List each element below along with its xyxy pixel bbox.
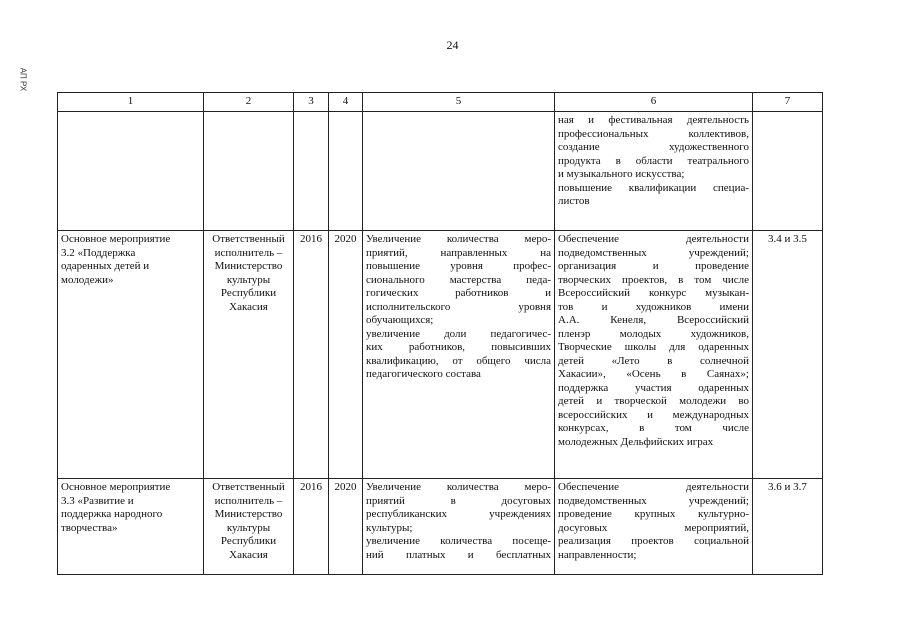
text-line: молодежных Дельфийских играх [558, 435, 714, 448]
text-line: организация и проведение [558, 260, 749, 272]
text-line: творчества» [61, 521, 118, 534]
text-line: листов [558, 195, 590, 207]
table-row [58, 479, 823, 575]
text-line: республиканских учреждениях [366, 508, 551, 520]
header-cell: 7 [753, 93, 823, 112]
text-line: детей и творческой молодежи во [558, 395, 749, 407]
activities-cell [555, 231, 753, 479]
text-line: Ответственный [212, 233, 285, 245]
executor-cell [204, 231, 294, 479]
side-stamp [16, 62, 30, 96]
empty-cell [204, 112, 294, 231]
text-line: Всероссийский конкурс музыкан- [558, 287, 749, 299]
text-line: Хакасия [229, 300, 268, 313]
text-line: обучающихся; [366, 314, 434, 326]
text-line: конкурсах, в том числе [558, 422, 749, 434]
text-line: исполнитель – [214, 246, 283, 259]
activities-cell [555, 479, 753, 575]
empty-cell [58, 112, 204, 231]
text-line: сионального мастерства педа- [366, 273, 551, 286]
text-line: Обеспечение деятельности [558, 233, 749, 245]
text-line: творческих проектов, в том числе [558, 273, 749, 286]
text-line: культуры [226, 521, 271, 534]
text-line: досуговых мероприятий, [558, 521, 749, 534]
text-line: ких работников, повысивших [366, 341, 551, 353]
text-line: увеличение количества посеще- [366, 535, 551, 547]
reference-cell: 3.6 и 3.7 [753, 479, 823, 575]
text-line: педагогического состава [366, 368, 481, 380]
indicators-cell [363, 479, 555, 575]
text-line: подведомственных учреждений; [558, 246, 749, 259]
measure-name-cell [58, 231, 204, 479]
text-line: Республики [220, 535, 277, 547]
text-line: приятий в досуговых [366, 494, 551, 507]
empty-cell [363, 112, 555, 231]
text-line: культуры [226, 273, 271, 286]
text-line: 3.2 «Поддержка [61, 246, 136, 259]
text-line: ний платных и бесплатных [366, 548, 551, 561]
text-line: Основное мероприятие [61, 481, 171, 493]
header-cell: 6 [555, 93, 753, 112]
text-line: реализация проектов социальной [558, 535, 749, 547]
text-line: повышение квалификации специа- [558, 181, 749, 194]
text-line: детей «Лето в солнечной [558, 354, 749, 367]
year-start-cell: 2016 [294, 479, 329, 575]
header-cell: 3 [294, 93, 329, 112]
indicators-cell [363, 231, 555, 479]
text-line: культуры; [366, 521, 413, 534]
empty-cell [753, 112, 823, 231]
text-line: Республики [220, 287, 277, 299]
text-line: Обеспечение деятельности [558, 481, 749, 493]
header-cell: 5 [363, 93, 555, 112]
text-line: Хакасии», «Осень в Саянах»; [558, 368, 749, 380]
text-line: направленности; [558, 548, 637, 561]
measure-name-cell [58, 479, 204, 575]
executor-cell [204, 479, 294, 575]
year-end-cell: 2020 [329, 231, 363, 479]
text-line: исполнитель – [214, 494, 283, 507]
text-line: повышение уровня профес- [366, 260, 551, 272]
page-number: 24 [446, 38, 459, 52]
text-line: одаренных детей и [61, 260, 150, 272]
text-line: проведение крупных культурно- [558, 508, 749, 520]
text-line: поддержка народного [61, 508, 163, 520]
empty-cell [294, 112, 329, 231]
header-cell: 1 [58, 93, 204, 112]
text-line: ная и фестивальная деятельность [558, 114, 749, 126]
text-line: Ответственный [212, 481, 285, 493]
text-line: 3.3 «Развитие и [61, 494, 134, 507]
text-line: исполнительского уровня [366, 300, 551, 313]
text-line: Увеличение количества меро- [366, 233, 551, 245]
text-line: Основное мероприятие [61, 233, 171, 245]
year-start-cell: 2016 [294, 231, 329, 479]
text-line: Хакасия [229, 548, 268, 561]
header-cell: 4 [329, 93, 363, 112]
text-line: молодежи» [61, 273, 114, 286]
text-line: и музыкального искусства; [558, 168, 685, 180]
text-line: Министерство [214, 260, 283, 272]
text-line: А.А. Кенеля, Всероссийский [558, 314, 749, 326]
table-header-row [58, 93, 823, 112]
text-line: Министерство [214, 508, 283, 520]
text-line: увеличение доли педагогичес- [366, 327, 551, 340]
text-line: профессиональных коллективов, [558, 127, 749, 140]
text-line: Увеличение количества меро- [366, 481, 551, 493]
text-line: создание художественного [558, 141, 749, 153]
program-table [57, 92, 823, 575]
text-line: поддержка участия одаренных [558, 381, 749, 394]
text-line: гогических работников и [366, 287, 551, 299]
reference-cell: 3.4 и 3.5 [753, 231, 823, 479]
text-line: квалификацию, от общего числа [366, 354, 551, 367]
text-line: приятий, направленных на [366, 246, 551, 259]
text-line: тов и художников имени [558, 300, 749, 313]
table-row [58, 231, 823, 479]
header-cell: 2 [204, 93, 294, 112]
activities-cell [555, 112, 753, 231]
text-line: подведомственных учреждений; [558, 494, 749, 507]
continuation-row [58, 112, 823, 231]
text-line: пленэр молодых художников, [558, 327, 749, 340]
empty-cell [329, 112, 363, 231]
text-line: продукта в области театрального [558, 154, 749, 167]
text-line: всероссийских и международных [558, 408, 749, 421]
text-line: Творческие школы для одаренных [558, 341, 749, 353]
side-stamp-text: АП РХ [18, 67, 28, 91]
year-end-cell: 2020 [329, 479, 363, 575]
